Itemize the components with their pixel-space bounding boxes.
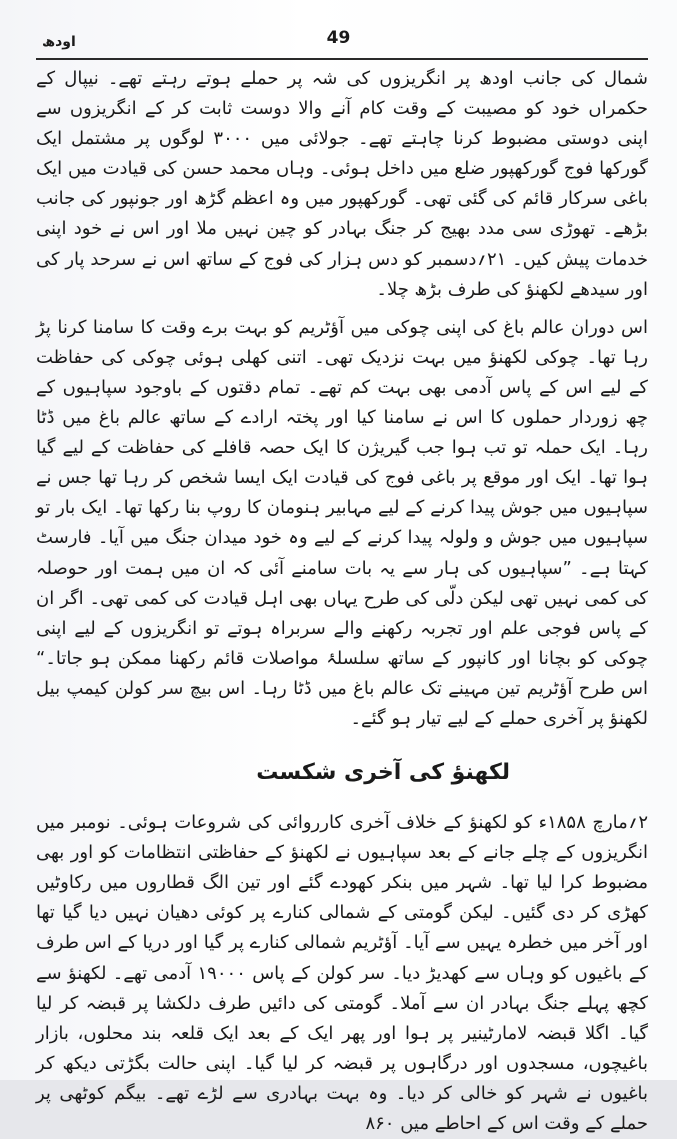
page-header bbox=[0, 0, 677, 58]
paragraph-gorkha-army: شمال کی جانب اودھ پر انگریزوں کی شہ پر حملے ہوتے رہتے تھے۔ نیپال کے حکمراں خود کو مصیبت کے وقت کام آنے والا دوست ثابت کر کے انگریزوں سے اپنی دوستی مضبوط کرنا چاہتے تھے۔ جولائی میں ۳۰۰۰ لوگوں پر مشتمل ایک گورکھا فوج گورکھپور ضلع میں داخل ہوئی۔ وہاں محمد حسن کی قیادت میں ایک باغی سرکار قائم کی گئی تھی۔ گورکھپور میں وہ اعظم گڑھ اور جونپور کی جانب بڑھے۔ تھوڑی سی مدد بھیج کر جنگ بہادر کو چین نہیں ملا اور اس نے خود اپنی خدمات پیش کیں۔ ۲۱؍دسمبر کو دس ہزار کی فوج کے ساتھ اس نے سرحد پار کی اور سیدھے لکھنؤ کی طرف بڑھ چلا۔ bbox=[36, 68, 649, 300]
body-text bbox=[36, 64, 648, 1139]
running-title: اودھ bbox=[42, 34, 76, 50]
header-divider bbox=[36, 58, 648, 60]
paragraph-lucknow-defeat: ۲؍مارچ ۱۸۵۸ء کو لکھنؤ کے خلاف آخری کارروائی کی شروعات ہوئی۔ نومبر میں انگریزوں کے چلے جانے کے بعد سپاہیوں نے لکھنؤ کے حفاظتی انتظامات کو اور بھی مضبوط کرا لیا تھا۔ شہر میں بنکر کھودے گئے اور تین الگ قطاروں میں رکاوٹیں کھڑی کر دی گئیں۔ لیکن گومتی کے شمالی کنارے پر کوئی دھیان نہیں دیا گیا تھا اور آخر میں خطرہ یہیں سے آیا۔ آؤٹریم شمالی کنارے پر گیا اور دریا کے اس طرف کے باغیوں کو وہاں سے کھدیڑ دیا۔ سر کولن کے پاس ۱۹۰۰۰ آدمی تھے۔ لکھنؤ سے کچھ پہلے جنگ بہادر ان سے آملا۔ گومتی کی دائیں طرف دلکشا پر قبضہ کر لیا گیا۔ اگلا قبضہ لامارٹینیر پر ہوا اور پھر ایک کے بعد ایک قلعہ بند محلوں، بازار باغیچوں، مسجدوں اور درگاہوں پر قبضہ کر لیا گیا۔ اپنی حالت بگڑتی دیکھ کر باغیوں نے شہر کو خالی کر دیا۔ وہ بہت بہادری سے لڑے تھے۔ بیگم کوٹھی پر حملے کے وقت اس کے احاطے میں ۸۶۰ bbox=[36, 812, 648, 1134]
section-heading: لکھنؤ کی آخری شکست bbox=[256, 760, 510, 786]
paragraph-alambagh-outram: اس دوران عالم باغ کی اپنی چوکی میں آؤٹریم کو بہت برے وقت کا سامنا کرنا پڑ رہا تھا۔ چوکی لکھنؤ میں بہت نزدیک تھی۔ اتنی کھلی ہوئی چوکی کی حفاظت کے لیے اس کے پاس آدمی بھی بہت کم تھے۔ تمام دقتوں کے باوجود سپاہیوں کے چھ زوردار حملوں کا اس نے سامنا کیا اور پختہ ارادے کے ساتھ عالم باغ میں ڈٹا رہا۔ ایک حملہ تو تب ہوا جب گیریژن کا ایک حصہ قافلے کی حفاظت کے لیے گیا ہوا تھا۔ ایک اور موقع پر باغی فوج کی قیادت ایک ایسا شخص کر رہا تھا جس نے سپاہیوں میں جوش پیدا کرنے کے لیے مہابیر ہنومان کا روپ بنا رکھا تھا۔ ایک بار تو سپاہیوں میں جوش و ولولہ پیدا کرنے کے لیے وہ خود میدان جنگ میں آیا۔ فارسٹ کہتا ہے۔ ”سپاہیوں کی ہار سے یہ بات سامنے آئی کہ ان میں ہمت اور حوصلہ کی کمی نہیں تھی لیکن دلّی کی طرح یہاں بھی اہل قیادت کی کمی تھی۔ اگر ان کے پاس فوجی علم اور تجربہ رکھنے والے سربراہ ہوتے تو انگریزوں کے لیے اپنی چوکی کو بچانا اور کانپور کے ساتھ سلسلۂ مواصلات قائم رکھنا ممکن ہو جاتا۔“ اس طرح آؤٹریم تین مہینے تک عالم باغ میں ڈٹا رہا۔ اس بیچ سر کولن کیمپ بیل لکھنؤ پر آخری حملے کے لیے تیار ہو گئے۔ bbox=[36, 316, 648, 729]
page-number: 49 bbox=[326, 28, 351, 48]
